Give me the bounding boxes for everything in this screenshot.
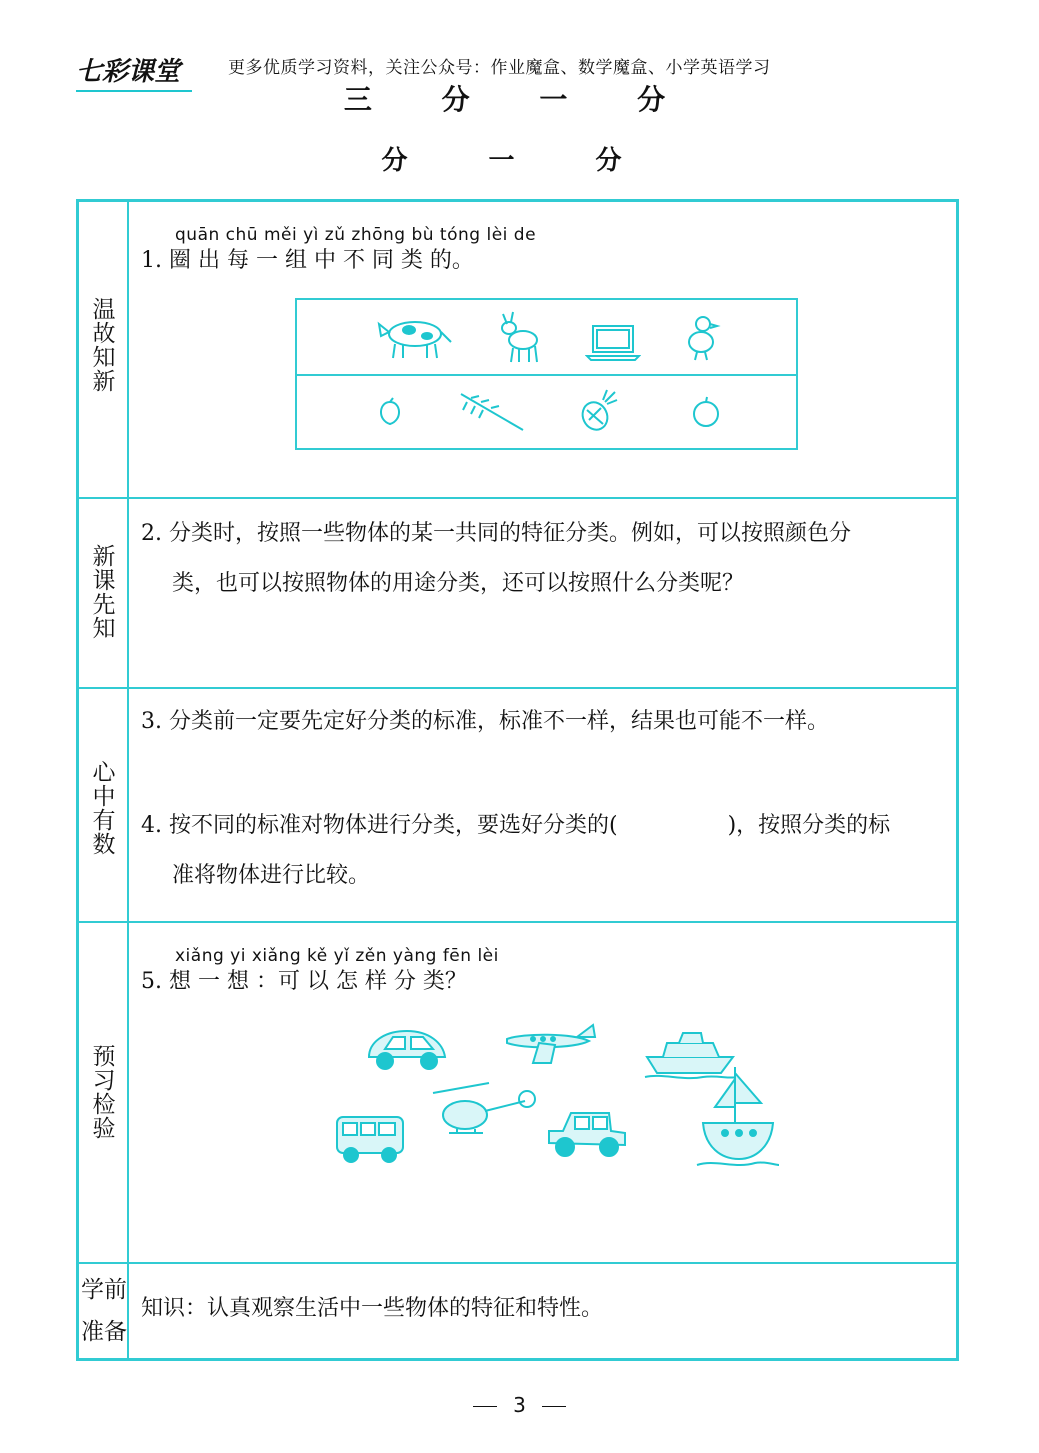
section-label-char: 知	[92, 616, 116, 642]
section-new-lesson	[79, 497, 956, 689]
goat-icon	[493, 308, 543, 364]
header-note: 更多优质学习资料，关注公众号：作业魔盒、数学魔盒、小学英语学习	[228, 58, 771, 78]
airplane-icon	[503, 1019, 599, 1069]
question-2-line-2: 类，也可以按照物体的用途分类，还可以按照什么分类呢？	[172, 571, 745, 596]
section-label-char: 数	[92, 832, 116, 858]
peach-icon	[375, 396, 405, 428]
question-5-pinyin: xiǎng yi xiǎng kě yǐ zěn yàng fēn lèi	[175, 946, 499, 966]
jeep-icon	[545, 1103, 631, 1163]
car-icon	[363, 1023, 451, 1073]
question-2-line-1: 2. 分类时，按照一些物体的某一共同的特征分类。例如，可以按照颜色分	[141, 521, 851, 546]
pineapple-icon	[579, 388, 619, 434]
chick-icon	[681, 312, 721, 362]
section-label-text: 准备	[81, 1319, 127, 1345]
logo-text: 七彩课堂	[76, 57, 181, 87]
question-1-pinyin: quān chū měi yì zǔ zhōng bù tóng lèi de	[175, 225, 537, 245]
main-title: 三 分 一 分	[343, 83, 696, 116]
section-preview-check	[79, 921, 956, 1264]
page-footer	[0, 1393, 1039, 1417]
question-4-line-1: 4. 按不同的标准对物体进行分类，要选好分类的( )，按照分类的标	[141, 813, 891, 838]
section-preparation	[79, 1262, 956, 1360]
section-label-char: 有	[92, 808, 116, 834]
section-label-char: 先	[92, 592, 116, 618]
section-label-col	[79, 499, 129, 689]
section-label-char: 预	[92, 1044, 116, 1070]
section-label-char: 验	[92, 1116, 116, 1142]
footer-dash	[542, 1406, 566, 1407]
picture-box-divider	[297, 374, 796, 376]
cow-icon	[375, 312, 455, 362]
section-label-char: 知	[92, 345, 116, 371]
question-1-text: 1. 圈 出 每 一 组 中 不 同 类 的。	[141, 248, 474, 273]
sailboat-icon	[695, 1063, 781, 1171]
section-label-char: 课	[92, 568, 116, 594]
preparation-text: 知识：认真观察生活中一些物体的特征和特性。	[141, 1296, 604, 1321]
section-label-char: 习	[92, 1068, 116, 1094]
laptop-icon	[585, 322, 641, 362]
question-5-text: 5. 想 一 想 ：可 以 怎 样 分 类？	[141, 969, 467, 994]
section-label-char: 中	[92, 784, 116, 810]
picture-box	[295, 298, 798, 450]
apple-icon	[691, 396, 721, 428]
section-label-char: 新	[92, 544, 116, 570]
vehicles-illustration	[333, 1019, 793, 1175]
section-label-char: 心	[92, 760, 116, 786]
section-label-char: 故	[92, 321, 116, 347]
section-label-col	[79, 1264, 129, 1360]
question-3-text: 3. 分类前一定要先定好分类的标准，标准不一样，结果也可能不一样。	[141, 709, 829, 734]
section-review	[79, 202, 956, 497]
section-label-char: 温	[92, 297, 116, 323]
wheat-icon	[457, 390, 527, 434]
section-label-char: 新	[92, 369, 116, 395]
helicopter-icon	[429, 1079, 539, 1143]
worksheet-frame	[76, 199, 959, 1361]
section-label-text: 学前	[81, 1277, 127, 1303]
section-label-col	[79, 689, 129, 923]
sub-title: 分 一 分	[381, 146, 658, 176]
section-label-col	[79, 923, 129, 1264]
section-label-char: 检	[92, 1092, 116, 1118]
footer-dash	[473, 1406, 497, 1407]
section-label-col	[79, 202, 129, 497]
bus-icon	[333, 1109, 409, 1165]
question-4-line-2: 准将物体进行比较。	[172, 863, 371, 888]
section-key-points	[79, 687, 956, 923]
page-number: 3	[513, 1393, 526, 1417]
